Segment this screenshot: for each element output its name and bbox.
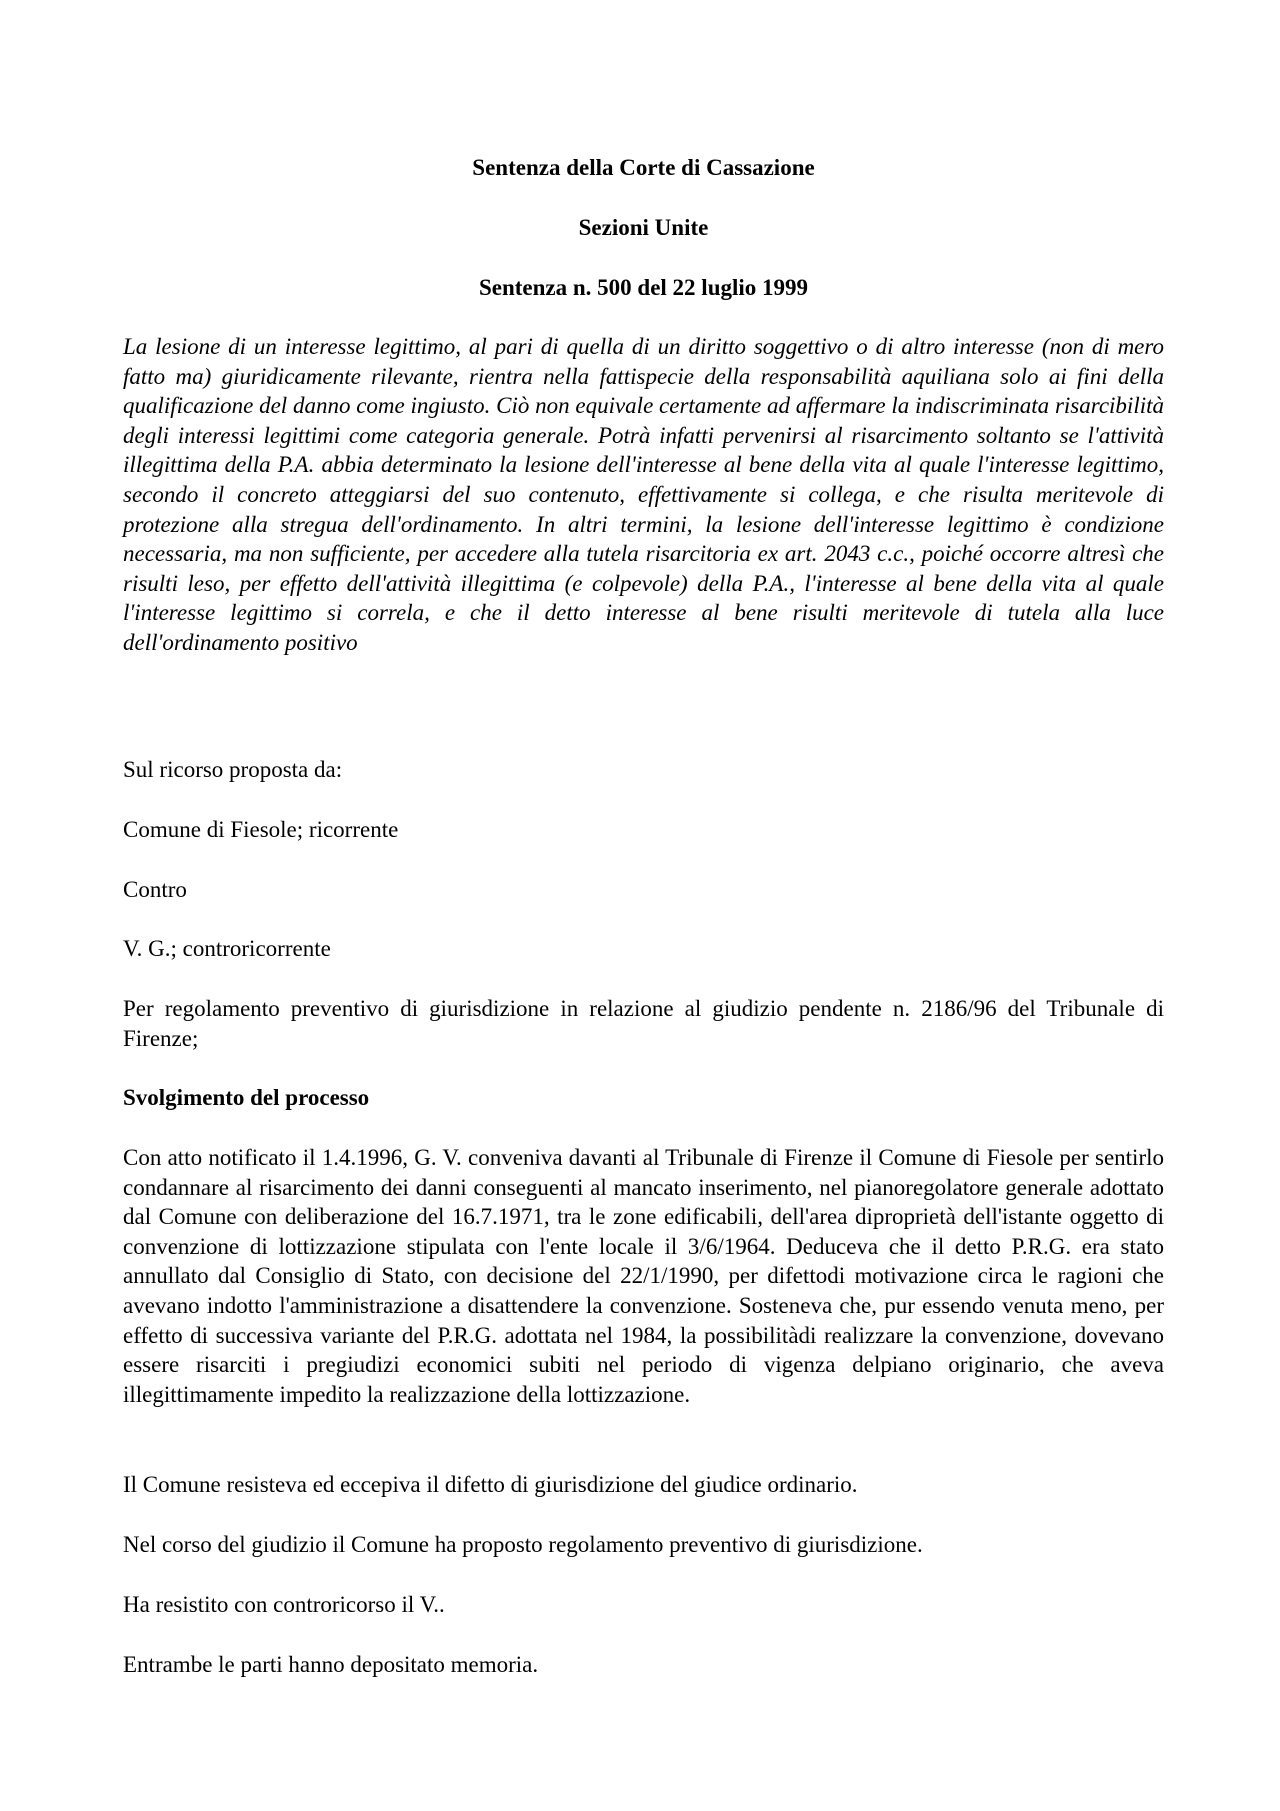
controricorrente-line: V. G.; controricorrente: [123, 936, 331, 961]
abstract-massima: La lesione di un interesse legittimo, al pari di quella di un diritto soggettivo o di altro interesse (non di mero fatto ma) giuridicamente rilevante, rientra nella fattispecie della responsabilità aquiliana solo ai fini della qualificazione del danno come ingiusto. Ciò non equivale certamente ad affermare la indiscriminata risarcibilità degli interessi legittimi come categoria generale. Potrà infatti pervenirsi al risarcimento soltanto se l'attività illegittima della P.A. abbia determinato la lesione dell'interesse al bene della vita al quale l'interesse legittimo, secondo il concreto atteggiarsi del suo contenuto, effettivamente si collega, e che risulta meritevole di protezione alla stregua dell'ordinamento. In altri termini, la lesione dell'interesse legittimo è condizione necessaria, ma non sufficiente, per accedere alla tutela risarcitoria ex art. 2043 c.c., poiché occorre altresì che risulti leso, per effetto dell'attività illegittima (e colpevole) della P.A., l'interesse al bene della vita al quale l'interesse legittimo si correla, e che il detto interesse al bene risulti meritevole di tutela alla luce dell'ordinamento positivo: [123, 334, 1164, 655]
sul-ricorso-line: Sul ricorso proposta da:: [123, 757, 343, 782]
sentence-number: Sentenza n. 500 del 22 luglio 1999: [478, 275, 809, 300]
processo-paragraph-3: Nel corso del giudizio il Comune ha proposto regolamento preventivo di giurisdizione.: [123, 1532, 923, 1557]
section-heading: Svolgimento del processo: [123, 1085, 370, 1110]
processo-paragraph-5: Entrambe le parti hanno depositato memoria.: [123, 1652, 539, 1677]
document-title: Sentenza della Corte di Cassazione: [472, 155, 815, 180]
ricorrente-line: Comune di Fiesole; ricorrente: [123, 817, 399, 842]
regolamento-paragraph: Per regolamento preventivo di giurisdizione in relazione al giudizio pendente n. 2186/96 del Tribunale di Firenze;: [123, 996, 1164, 1051]
document-subtitle: Sezioni Unite: [578, 215, 709, 240]
processo-paragraph-4: Ha resistito con controricorso il V..: [123, 1592, 445, 1617]
processo-paragraph-2: Il Comune resisteva ed eccepiva il difetto di giurisdizione del giudice ordinario.: [123, 1472, 858, 1497]
contro-line: Contro: [123, 877, 187, 902]
processo-paragraph-1: Con atto notificato il 1.4.1996, G. V. conveniva davanti al Tribunale di Firenze il Comune di Fiesole per sentirlo condannare al risarcimento dei danni conseguenti al mancato inserimento, nel pianoregolatore generale adottato dal Comune con deliberazione del 16.7.1971, tra le zone edificabili, dell'area diproprietà dell'istante oggetto di convenzione di lottizzazione stipulata con l'ente locale il 3/6/1964. Deduceva che il detto P.R.G. era stato annullato dal Consiglio di Stato, con decisione del 22/1/1990, per difettodi motivazione circa le ragioni che avevano indotto l'amministrazione a disattendere la convenzione. Sosteneva che, pur essendo venuta meno, per effetto di successiva variante del P.R.G. adottata nel 1984, la possibilitàdi realizzare la convenzione, dovevano essere risarciti i pregiudizi economici subiti nel periodo di vigenza delpiano originario, che aveva illegittimamente impedito la realizzazione della lottizzazione.: [123, 1145, 1164, 1407]
